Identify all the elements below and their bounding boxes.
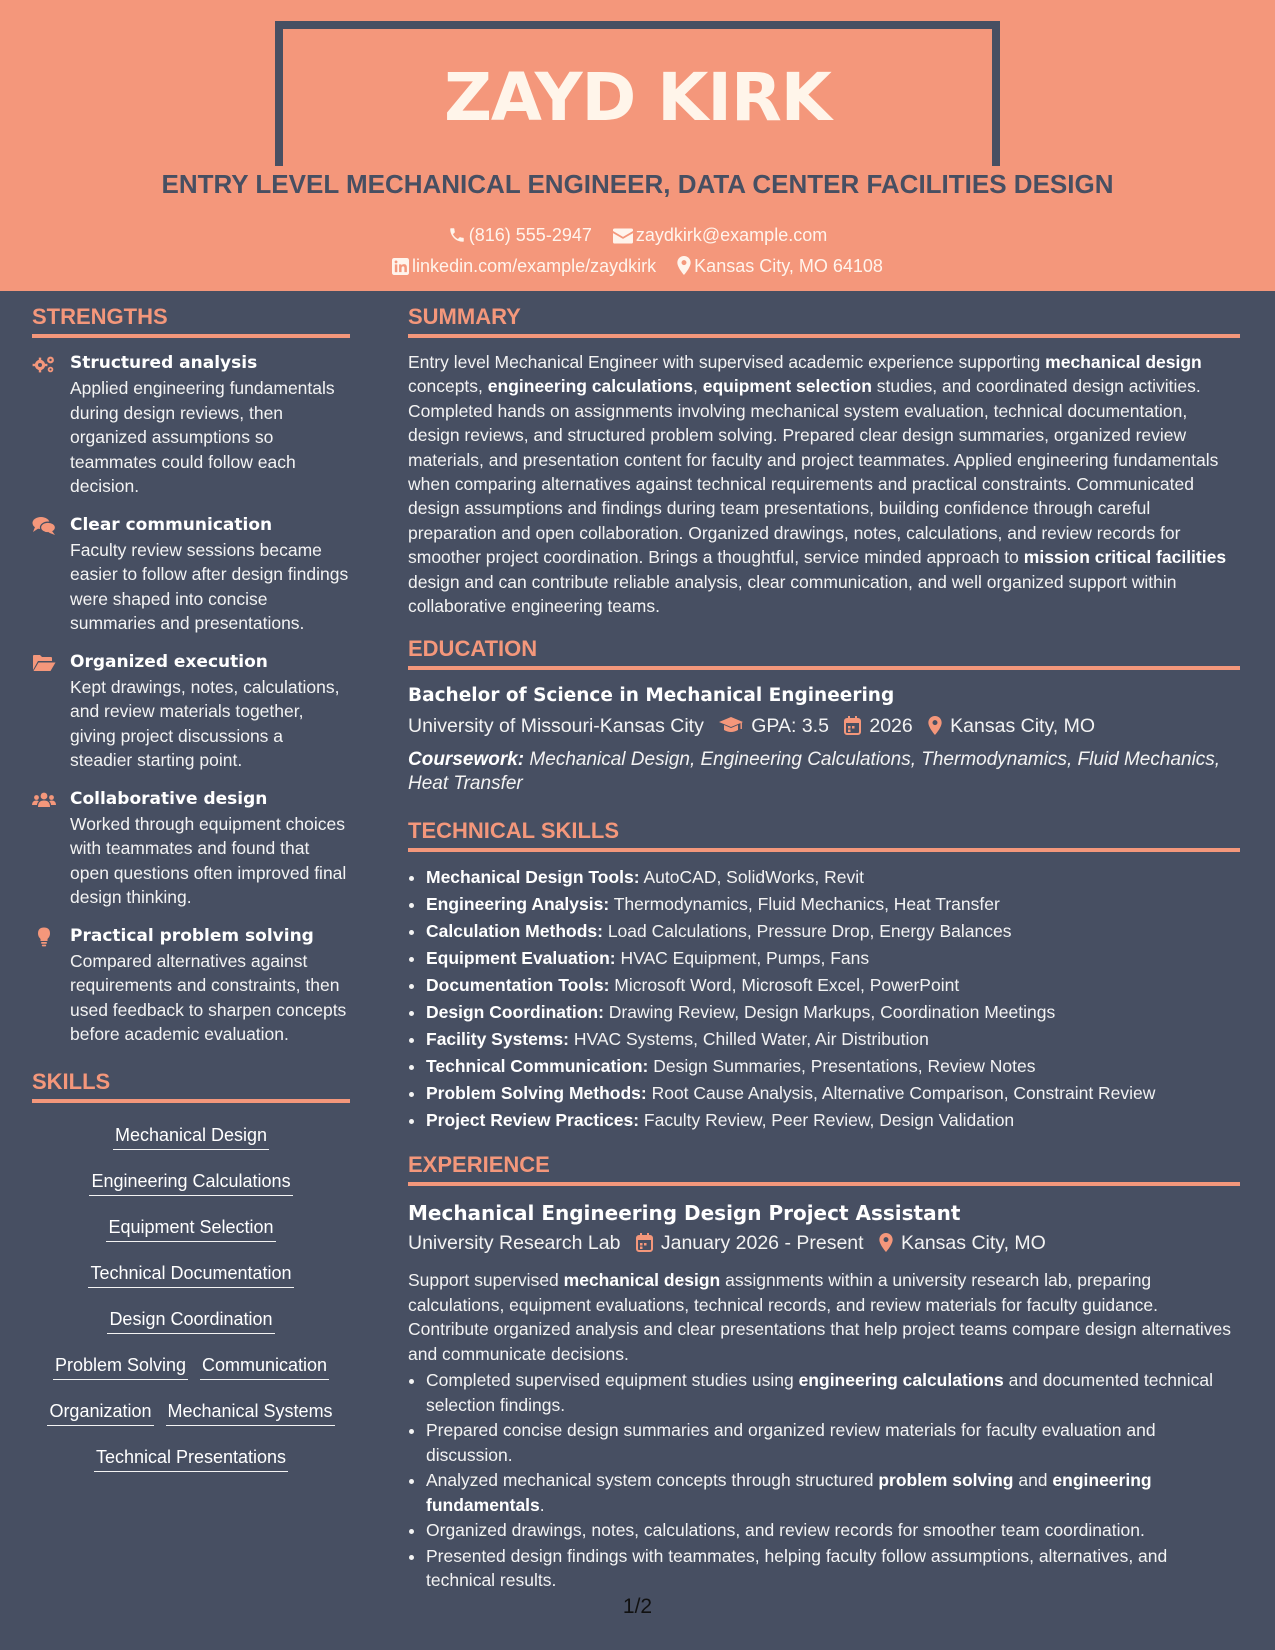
map-marker-icon bbox=[928, 714, 942, 744]
technical-skill-item bbox=[426, 864, 1240, 891]
job-bullet-text: and documented technical selection findings. bbox=[426, 1370, 1213, 1415]
technical-skill-label: Problem Solving Methods: bbox=[426, 1083, 647, 1104]
technical-skill-label: Facility Systems: bbox=[426, 1029, 569, 1050]
skills-row bbox=[32, 1307, 350, 1353]
strength-description: Faculty review sessions became easier to follow after design findings were shaped into concise summaries and presentations. bbox=[70, 539, 349, 633]
lightbulb-icon bbox=[32, 927, 56, 947]
skill-tag: Design Coordination bbox=[107, 1307, 274, 1334]
job-bullet-text: and bbox=[1013, 1470, 1053, 1491]
strength-item bbox=[32, 649, 350, 773]
skill-tag: Engineering Calculations bbox=[89, 1169, 292, 1196]
job-bullet-text: Completed supervised equipment studies using bbox=[426, 1370, 799, 1391]
summary-heading: SUMMARY bbox=[408, 300, 1240, 338]
phone-contact bbox=[448, 222, 592, 248]
strength-description: Worked through equipment choices with teammates and found that open questions often improved final design thinking. bbox=[70, 813, 347, 907]
job-bullet-text: Analyzed mechanical system concepts through structured bbox=[426, 1470, 879, 1491]
skill-tag: Equipment Selection bbox=[106, 1215, 275, 1242]
summary-text bbox=[408, 350, 1240, 618]
skills-row bbox=[32, 1123, 350, 1169]
job-description-text: assignments within a university research lab, preparing calculations, equipment evaluations, technical records, and review materials for faculty guidance. Contribute organized analysis and clear presentations that help project teams compare design alternatives and communicate decisions. bbox=[408, 1270, 1231, 1364]
experience-details bbox=[408, 1228, 1240, 1262]
skill-tag: Organization bbox=[47, 1399, 153, 1426]
technical-skill-value: Thermodynamics, Fluid Mechanics, Heat Transfer bbox=[609, 894, 1000, 915]
comments-icon bbox=[32, 516, 56, 536]
coursework bbox=[408, 748, 1240, 796]
job-title: ENTRY LEVEL MECHANICAL ENGINEER, DATA CENTER FACILITIES DESIGN bbox=[161, 169, 1114, 199]
strength-item bbox=[32, 512, 350, 636]
skills-heading: SKILLS bbox=[32, 1065, 350, 1103]
job-bullet-bold: engineering fundamentals bbox=[426, 1470, 1152, 1515]
summary-bold: mechanical design bbox=[1045, 352, 1202, 372]
strength-description: Compared alternatives against requirements and constraints, then used feedback to sharpen concepts before academic evaluation. bbox=[70, 950, 347, 1044]
linkedin-contact[interactable] bbox=[392, 253, 656, 279]
strengths-list bbox=[32, 350, 350, 1047]
technical-skill-item bbox=[426, 945, 1240, 972]
skill-tag: Mechanical Systems bbox=[166, 1399, 335, 1426]
left-column bbox=[32, 300, 350, 1491]
job-bullet-text: Prepared concise design summaries and organized review materials for faculty evaluation and discussion. bbox=[426, 1420, 1156, 1465]
gpa: GPA: 3.5 bbox=[751, 715, 829, 738]
technical-skill-value: HVAC Equipment, Pumps, Fans bbox=[615, 948, 870, 969]
gears-icon bbox=[32, 354, 56, 374]
summary-text: concepts, bbox=[408, 376, 488, 397]
summary-text: Entry level Mechanical Engineer with supervised academic experience supporting bbox=[408, 352, 1046, 372]
skill-tag: Problem Solving bbox=[53, 1353, 188, 1380]
job-bullet-text: Presented design findings with teammates, helping faculty follow assumptions, alternatives, and technical results. bbox=[426, 1545, 1168, 1591]
graduation-year: 2026 bbox=[869, 715, 913, 738]
technical-skill-item bbox=[426, 918, 1240, 945]
technical-skill-value: Design Summaries, Presentations, Review Notes bbox=[648, 1056, 1036, 1077]
map-marker-icon bbox=[677, 256, 691, 275]
strength-title: Structured analysis bbox=[70, 353, 258, 373]
technical-skill-value: HVAC Systems, Chilled Water, Air Distribution bbox=[568, 1029, 929, 1050]
skills-row bbox=[32, 1169, 350, 1215]
job-bullet bbox=[426, 1544, 1240, 1593]
strength-item bbox=[32, 350, 350, 499]
technical-skill-value: Root Cause Analysis, Alternative Comparison, Constraint Review bbox=[646, 1083, 1156, 1104]
technical-skill-item bbox=[426, 1107, 1240, 1134]
summary-text: studies, and coordinated design activities. Completed hands on assignments involving mechanical system evaluation, technical documentation, design reviews, and structured problem solving. Prepared clear design summaries, organized review materials, and presentation content for faculty and project teammates. Applied engineering fundamentals when comparing alternatives against technical requirements and practical constraints. Communicated design assumptions and findings during team presentations, building confidence through careful preparation and open collaboration. Organized drawings, notes, calculations, and review records for smoother project coordination. Brings a thoughtful, service minded approach to bbox=[408, 376, 1219, 568]
summary-bold: mission critical facilities bbox=[1023, 547, 1227, 568]
strength-title: Organized execution bbox=[70, 651, 268, 672]
skills-row bbox=[32, 1445, 350, 1491]
experience-job-title: Mechanical Engineering Design Project Assistant bbox=[408, 1201, 961, 1226]
contact-row-1 bbox=[0, 221, 1275, 248]
technical-skill-item bbox=[426, 999, 1240, 1026]
skills-row bbox=[32, 1399, 350, 1445]
technical-skill-label: Documentation Tools: bbox=[426, 975, 610, 996]
job-bullet-text: . bbox=[539, 1494, 545, 1515]
technical-skill-item bbox=[426, 972, 1240, 999]
calendar-icon bbox=[844, 714, 861, 744]
strength-title: Collaborative design bbox=[70, 788, 268, 809]
employer-name: University Research Lab bbox=[408, 1232, 621, 1255]
school-name: University of Missouri-Kansas City bbox=[408, 715, 704, 738]
phone-icon bbox=[448, 226, 466, 244]
graduation-cap-icon bbox=[719, 714, 743, 744]
job-bullets bbox=[408, 1368, 1240, 1593]
location-contact bbox=[677, 253, 883, 279]
summary-bold: engineering calculations bbox=[487, 376, 693, 397]
job-location: Kansas City, MO bbox=[900, 1232, 1046, 1255]
job-bullet bbox=[426, 1518, 1240, 1543]
technical-skill-label: Project Review Practices: bbox=[426, 1110, 640, 1131]
linkedin-icon bbox=[392, 258, 409, 275]
technical-skill-item bbox=[426, 1053, 1240, 1080]
strength-item bbox=[32, 786, 350, 910]
technical-skill-label: Engineering Analysis: bbox=[426, 894, 610, 915]
technical-skills-heading: TECHNICAL SKILLS bbox=[408, 814, 1240, 852]
technical-skill-label: Equipment Evaluation: bbox=[426, 948, 616, 969]
education-heading: EDUCATION bbox=[408, 632, 1240, 670]
job-bullet bbox=[426, 1418, 1240, 1467]
job-dates: January 2026 - Present bbox=[660, 1232, 864, 1255]
contact-row-2 bbox=[0, 252, 1275, 279]
technical-skill-label: Design Coordination: bbox=[426, 1002, 604, 1023]
skills-row bbox=[32, 1261, 350, 1307]
degree-title: Bachelor of Science in Mechanical Engineering bbox=[408, 685, 895, 707]
skill-tag: Communication bbox=[200, 1353, 329, 1380]
header-banner bbox=[0, 0, 1275, 291]
users-icon bbox=[32, 790, 56, 810]
technical-skill-item bbox=[426, 1080, 1240, 1107]
page-number: 1/2 bbox=[622, 1595, 653, 1618]
skill-tag: Mechanical Design bbox=[113, 1123, 269, 1150]
location-text: Kansas City, MO 64108 bbox=[694, 256, 883, 277]
job-bullet bbox=[426, 1468, 1240, 1517]
right-column bbox=[408, 300, 1240, 1594]
strengths-heading: STRENGTHS bbox=[32, 300, 350, 338]
strength-description: Applied engineering fundamentals during design reviews, then organized assumptions so teammates could follow each decision. bbox=[70, 378, 335, 496]
strength-item bbox=[32, 923, 350, 1047]
strength-title: Practical problem solving bbox=[70, 925, 314, 946]
skills-row bbox=[32, 1353, 350, 1399]
skill-tag: Technical Documentation bbox=[88, 1261, 293, 1288]
job-bullet-bold: problem solving bbox=[878, 1470, 1014, 1491]
technical-skill-value: AutoCAD, SolidWorks, Revit bbox=[639, 867, 864, 888]
map-marker-icon bbox=[879, 1231, 893, 1262]
coursework-list: Mechanical Design, Engineering Calculations, Thermodynamics, Fluid Mechanics, Heat Transfer bbox=[408, 749, 1221, 795]
candidate-name: ZAYD KIRK bbox=[444, 59, 831, 136]
job-description-bold: mechanical design bbox=[563, 1270, 721, 1291]
experience-heading: EXPERIENCE bbox=[408, 1148, 1240, 1186]
skill-tag: Technical Presentations bbox=[94, 1445, 288, 1472]
summary-text: design and can contribute reliable analysis, clear communication, and well organized support within collaborative engineering teams. bbox=[408, 571, 1177, 617]
technical-skill-label: Technical Communication: bbox=[426, 1056, 649, 1077]
phone-text: (816) 555-2947 bbox=[468, 225, 592, 246]
email-contact[interactable] bbox=[613, 222, 827, 248]
linkedin-text: linkedin.com/example/zaydkirk bbox=[412, 256, 657, 277]
technical-skill-label: Calculation Methods: bbox=[426, 921, 603, 942]
technical-skill-value: Drawing Review, Design Markups, Coordination Meetings bbox=[603, 1002, 1056, 1023]
education-details bbox=[408, 711, 1240, 744]
technical-skills-list bbox=[408, 864, 1240, 1134]
technical-skill-value: Load Calculations, Pressure Drop, Energy Balances bbox=[602, 921, 1012, 942]
technical-skill-item bbox=[426, 1026, 1240, 1053]
coursework-label: Coursework: bbox=[408, 749, 525, 771]
summary-text: , bbox=[692, 376, 703, 397]
technical-skill-value: Faculty Review, Peer Review, Design Validation bbox=[639, 1110, 1015, 1131]
email-text: zaydkirk@example.com bbox=[635, 225, 828, 246]
strength-description: Kept drawings, notes, calculations, and review materials together, giving project discussions a steadier starting point. bbox=[70, 676, 340, 770]
envelope-icon bbox=[613, 228, 633, 244]
job-bullet-bold: engineering calculations bbox=[798, 1370, 1004, 1391]
technical-skill-label: Mechanical Design Tools: bbox=[426, 867, 640, 888]
technical-skill-item bbox=[426, 891, 1240, 918]
folder-open-icon bbox=[32, 653, 56, 673]
summary-bold: equipment selection bbox=[702, 376, 872, 397]
job-description bbox=[408, 1268, 1240, 1366]
job-bullet bbox=[426, 1368, 1240, 1417]
skills-row bbox=[32, 1215, 350, 1261]
job-description-text: Support supervised bbox=[408, 1270, 564, 1291]
job-bullet-text: Organized drawings, notes, calculations, and review records for smoother team coordination. bbox=[426, 1520, 1145, 1541]
skills-cloud bbox=[32, 1115, 350, 1491]
calendar-icon bbox=[636, 1231, 653, 1262]
technical-skill-value: Microsoft Word, Microsoft Excel, PowerPoint bbox=[609, 975, 960, 996]
school-location: Kansas City, MO bbox=[950, 715, 1096, 738]
strength-title: Clear communication bbox=[70, 514, 273, 535]
